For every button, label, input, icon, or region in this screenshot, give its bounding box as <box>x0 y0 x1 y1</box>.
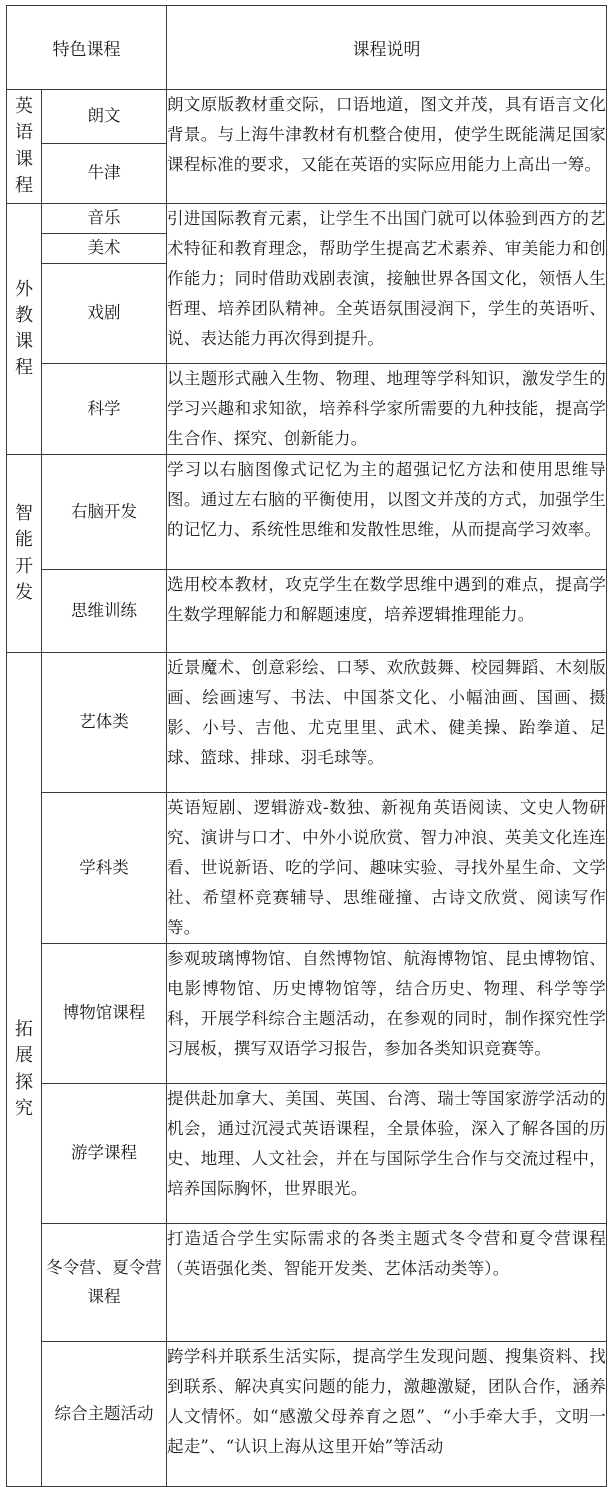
header-row <box>7 6 607 90</box>
desc-study-tour: 提供赴加拿大、美国、英国、台湾、瑞士等国家游学活动的机会，通过沉浸式英语课程，全景体验，深入了解各国的历史、地理、人文社会，并在与国际学生合作与交流过程中，培养国际胸怀，世界眼光。 <box>167 1084 607 1224</box>
category-label: 外教课程 <box>15 278 33 379</box>
desc-science: 以主题形式融入生物、物理、地理等学科知识，激发学生的学习兴趣和求知欲，培养科学家所需要的九种技能，提高学生合作、探究、创新能力。 <box>167 364 607 455</box>
category-label: 拓展探究 <box>15 1019 33 1119</box>
course-science: 科学 <box>42 364 167 455</box>
table-row <box>7 1224 607 1342</box>
course-study-tour: 游学课程 <box>42 1084 167 1224</box>
desc-english: 朗文原版教材重交际，口语地道，图文并茂，具有语言文化背景。与上海牛津教材有机整合使用，使学生既能满足国家课程标准的要求，又能在英语的实际应用能力上高出一筹。 <box>167 90 607 204</box>
table-row <box>7 364 607 455</box>
course-music: 音乐 <box>42 204 167 234</box>
course-art: 美术 <box>42 234 167 264</box>
course-drama: 戏剧 <box>42 264 167 364</box>
course-niujin: 牛津 <box>42 144 167 204</box>
table-row <box>7 1342 607 1487</box>
table-row <box>7 90 607 144</box>
category-label: 智能开发 <box>15 503 33 603</box>
table-row <box>7 455 607 570</box>
curriculum-table <box>6 5 607 1487</box>
category-label: 英语课程 <box>15 96 33 196</box>
course-museum: 博物馆课程 <box>42 944 167 1084</box>
category-smart <box>7 455 42 653</box>
course-theme: 综合主题活动 <box>42 1342 167 1487</box>
desc-camp: 打造适合学生实际需求的各类主题式冬令营和夏令营课程（英语强化类、智能开发类、艺体活动类等）。 <box>167 1224 607 1342</box>
table-row <box>7 793 607 944</box>
desc-thinking: 选用校本教材，攻克学生在数学思维中遇到的难点，提高学生数学理解能力和解题速度，培养逻辑推理能力。 <box>167 570 607 653</box>
course-arts-sports: 艺体类 <box>42 653 167 793</box>
table-row <box>7 1084 607 1224</box>
category-english <box>7 90 42 204</box>
course-right-brain: 右脑开发 <box>42 455 167 570</box>
table-row <box>7 653 607 793</box>
table-row <box>7 944 607 1084</box>
desc-museum: 参观玻璃博物馆、自然博物馆、航海博物馆、昆虫博物馆、电影博物馆、历史博物馆等，结合历史、物理、科学等学科，开展学科综合主题活动，在参观的同时，制作探究性学习展板，撰写双语学习报告，参加各类知识竞赛等。 <box>167 944 607 1084</box>
desc-arts: 引进国际教育元素，让学生不出国门就可以体验到西方的艺术特征和教育理念，帮助学生提高艺术素养、审美能力和创作能力；同时借助戏剧表演，接触世界各国文化，领悟人生哲理、培养团队精神。全英语氛围浸润下，学生的英语听、说、表达能力再次得到提升。 <box>167 204 607 364</box>
header-description: 课程说明 <box>167 6 607 90</box>
course-langwen: 朗文 <box>42 90 167 144</box>
category-expand <box>7 653 42 1487</box>
course-thinking: 思维训练 <box>42 570 167 653</box>
desc-arts-sports: 近景魔术、创意彩绘、口琴、欢欣鼓舞、校园舞蹈、木刻版画、绘画速写、书法、中国茶文化、小幅油画、国画、摄影、小号、吉他、尤克里里、武术、健美操、跆拳道、足球、篮球、排球、羽毛球等。 <box>167 653 607 793</box>
table-row <box>7 570 607 653</box>
desc-theme: 跨学科并联系生活实际，提高学生发现问题、搜集资料、找到联系、解决真实问题的能力，激趣激疑，团队合作，涵养人文情怀。如“感激父母养育之恩”、“小手牵大手，文明一起走”、“认识上海从这里开始”等活动 <box>167 1342 607 1487</box>
desc-right-brain: 学习以右脑图像式记忆为主的超强记忆方法和使用思维导图。通过左右脑的平衡使用，以图文并茂的方式，加强学生的记忆力、系统性思维和发散性思维，从而提高学习效率。 <box>167 455 607 570</box>
course-subjects: 学科类 <box>42 793 167 944</box>
category-foreign <box>7 204 42 455</box>
course-camp: 冬令营、夏令营课程 <box>42 1224 167 1342</box>
desc-subjects: 英语短剧、逻辑游戏-数独、新视角英语阅读、文史人物研究、演讲与口才、中外小说欣赏、智力冲浪、英美文化连连看、世说新语、吃的学问、趣味实验、寻找外星生命、文学社、希望杯竞赛辅导、思维碰撞、古诗文欣赏、阅读写作等。 <box>167 793 607 944</box>
header-course: 特色课程 <box>7 6 167 90</box>
table-row <box>7 204 607 234</box>
